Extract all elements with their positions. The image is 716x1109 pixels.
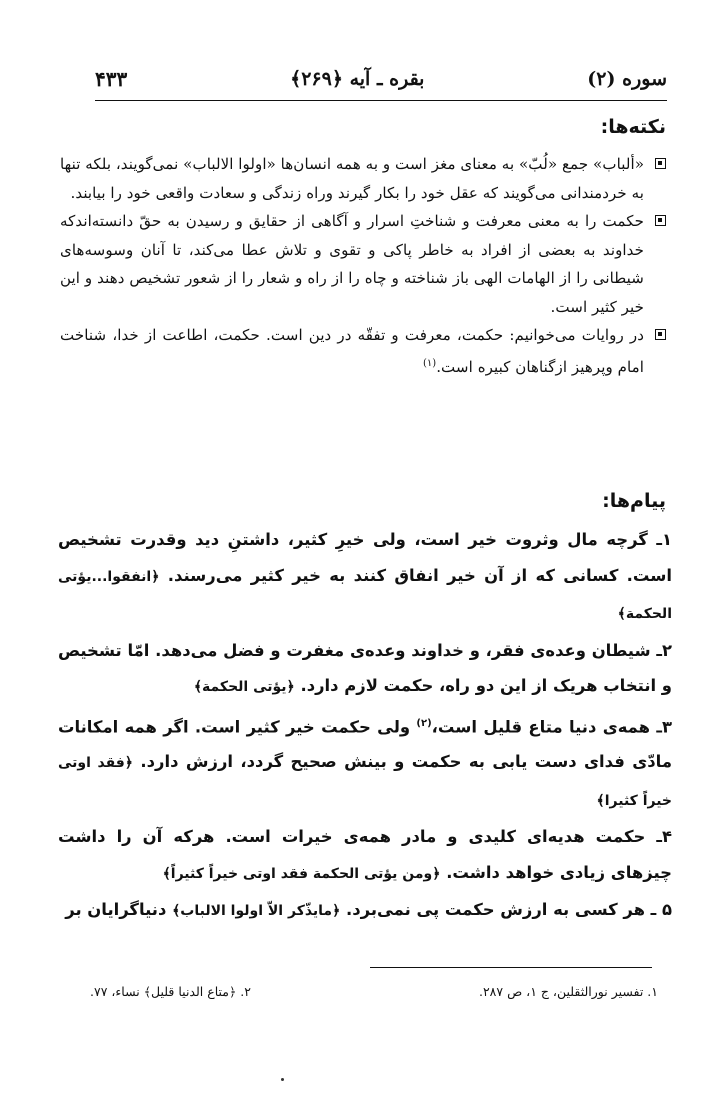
footnotes [90, 984, 658, 999]
notes-heading: نکته‌ها: [600, 116, 666, 138]
note-item [60, 207, 666, 321]
footnote-ref: (۲) [416, 717, 432, 729]
note-text: حکمت را به معنی معرفت و شناختِ اسرار و آگاهی از حقایق و رسیدن به حقّ دانسته‌اندکه خداوند به بعضی از افراد به خاطر پاکی و تقوی و تلاش عطا می‌کند، تا آنان وسوسه‌های شیطانی را از الهامات الهی باز شناخته و چاه را از راه و شعار را از شعور تشخیص دهند و این خیر کثیر است. [60, 212, 644, 316]
note-text-body: در روایات می‌خوانیم: حکمت، معرفت و تفقّه در دین است. حکمت، اطاعت از خدا، شناخت امام وپرهیز ازگناهان کبیره است. [60, 326, 644, 376]
message-text: ۵ ـ هر کسی به ارزش حکمت پی نمی‌برد. [346, 900, 672, 920]
message-item [58, 892, 672, 930]
square-bullet-icon [655, 329, 666, 340]
note-text [60, 321, 644, 381]
quran-quote: ﴿فقد اوتی خیراً کثیرا﴾ [58, 755, 672, 809]
quran-quote: ﴿ومن یؤتی الحکمة فقد اوتی خیراً کثیراً﴾ [162, 865, 441, 882]
note-item [60, 150, 666, 207]
message-item [58, 706, 672, 820]
note-text: «ألباب» جمع «لُبّ» به معنای مغز است و به همه انسان‌ها «اولوا الالباب» نمی‌گویند، بلکه تنها به خردمندانی می‌گویند که عقل خود را بکار گیرند وراه زندگی و سعادت واقعی خود را بیابند. [60, 155, 644, 202]
message-item [58, 633, 672, 706]
message-text: ولی حکمت خیر کثیر است. اگر همه امکانات مادّی فدای دست یابی به حکمت و بینش صحیح گردد، ارزش دارد. [58, 716, 672, 772]
message-text: ۳ـ همه‌ی دنیا متاع قلیل است، [431, 716, 672, 736]
footnote-divider [370, 967, 652, 968]
messages-heading: پیام‌ها: [602, 490, 666, 512]
square-bullet-icon [655, 158, 666, 169]
message-text: دنیاگرایان بر [65, 900, 173, 920]
verse-label: بقره ـ آیه ﴿۲۶۹﴾ [290, 68, 425, 90]
quran-quote: ﴿یؤتی الحکمة﴾ [193, 679, 295, 695]
message-item [58, 522, 672, 633]
surah-label: سوره (۲) [587, 68, 667, 90]
note-item [60, 321, 666, 381]
message-item [58, 819, 672, 892]
message-text: ۱ـ گرچه مال وثروت خیر است، ولی خیرِ کثیر، داشتنِ دید وقدرت تشخیص است. کسانی که از آن خیر انفاق کنند به خیر کثیر می‌رسند. [58, 530, 672, 585]
footnote-2: ۲. ﴿متاع الدنیا قلیل﴾ نساء، ۷۷. [90, 984, 251, 999]
page-mark [281, 1078, 284, 1081]
quran-quote: ﴿مایذّکر الاّ اولوا الالباب﴾ [172, 903, 341, 920]
message-text: ۲ـ شیطان وعده‌ی فقر، و خداوند وعده‌ی مغفرت و فضل می‌دهد. امّا تشخیص و انتخاب هریک از این دو راه، حکمت لازم دارد. [58, 640, 672, 695]
message-text: ۴ـ حکمت هدیه‌ای کلیدی و مادر همه‌ی خیرات است. هرکه آن را داشت چیزهای زیادی خواهد داشت. [58, 827, 672, 882]
notes-section [60, 150, 666, 381]
quran-quote: ﴿انفقوا...یؤتی الحکمة﴾ [58, 568, 672, 622]
footnote-1: ۱. تفسیر نورالثقلین، ج ۱، ص ۲۸۷. [478, 984, 658, 999]
square-bullet-icon [655, 215, 666, 226]
footnote-ref: (۱) [423, 357, 437, 369]
page-header [95, 58, 667, 101]
messages-section [58, 522, 672, 930]
page-number: ۴۳۳ [95, 67, 128, 91]
